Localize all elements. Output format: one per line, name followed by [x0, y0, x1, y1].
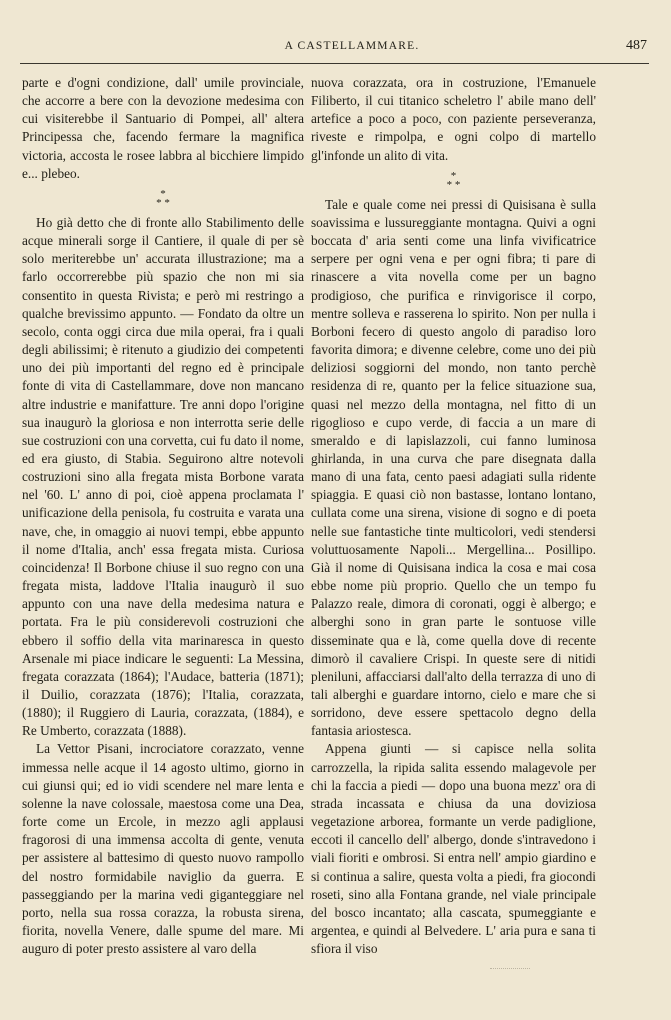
- separator-top-2: *: [450, 169, 457, 182]
- paragraph-vettor-pisani: La Vettor Pisani, incrociatore corazzato, venne immessa nelle acque il 14 agosto ultimo, giorno in cui giunsi qui; ed io vidi scendere nel mare lenta e solenne la nave colossale, maestosa come una Dea, forte come un Ercole, in mezzo agli applausi fragorosi di una immensa accolta di gente, venuta per assistere al battesimo di questo nuovo rampollo del nostro formidabile naviglio da guerra. E passeggiando per la marina vedi giganteggiare nel porto, nella sua rossa corazza, la robusta sirena, fiorita, novella Venere, dalle spume del mare. Mi auguro di poter presto assistere al varo della: [22, 741, 304, 957]
- paragraph-cantiere: Ho già detto che di fronte allo Stabilimento delle acque minerali sorge il Cantiere, il quale di per sè solo meriterebbe un' accurata illustrazione; ma a farlo occorrerebbe più spazio che non mi sia consentito in questa Rivista; e però mi restringo a qualche brevissimo appunto. — Fondato da oltre un secolo, conta oggi circa due mila operai, fra i quali degli abilissimi; è ritenuto a giudizio dei competenti uno dei più importanti del regno ed è principale fonte di vita di Castellammare, dove non mancano altre industrie e manifatture. Tre anni dopo l'origine sua inaugurò la gloriosa e non interrotta serie delle sue costruzioni con una corvetta, cui fu dato il nome, ed era giusto, di Stabia. Seguirono altre notevoli costruzioni sino alla fregata mista Borbone varata nel '60. L' anno di poi, cioè appena proclamata l' unificazione della penisola, fu costruita e varata una nave, che, in omaggio ai nuovi tempi, ebbe appunto il nome d'Italia, anch' essa fregata mista. Curiosa coincidenza! Il Borbone chiuse il suo regno con una fregata mista, laddove l'Italia inaugurò il suo appunto con una nave della medesima natura e portata. Fra le più considerevoli costruzioni che ebbero il soffio della vita marinaresca in questo Arsenale mi piace indicare le seguenti: La Messina, fregata corazzata (1864); l'Audace, batteria (1871); il Duilio, corazzata (1876); l'Italia, corazzata, (1880); il Ruggiero di Lauria, corazzata, (1884), e Re Umberto, corazzata (1888).: [22, 214, 304, 739]
- page-smudge: [490, 968, 530, 969]
- separator-top: *: [160, 187, 166, 200]
- running-title: A CASTELLAMMARE.: [284, 40, 420, 52]
- section-separator: [22, 187, 304, 209]
- paragraph-emanuele-filiberto: nuova corazzata, ora in costruzione, l'Emanuele Filiberto, il cui titanico scheletro l' abile mano dell' artefice a poco a poco, con paziente perseveranza, riveste e rimpolpa, e ogni colpo di martello gl'infonde un alito di vita.: [311, 75, 596, 163]
- right-column: [311, 74, 596, 958]
- paragraph-continuation: parte e d'ogni condizione, dall' umile provinciale, che accorre a bere con la devozione medesima con cui visiterebbe il Santuario di Pompei, all' altera Principessa che, facendo fermare la magnifica victoria, accosta le rosee labbra al bicchiere limpido e... plebeo.: [22, 75, 304, 181]
- running-header: [22, 38, 647, 60]
- left-column: [22, 74, 304, 958]
- paragraph-arrival: Appena giunti — si capisce nella solita carrozzella, la ripida salita essendo malagevole per chi la faccia a piedi — dopo una buona mezz' ora di strada incassata e chiusa da una doviziosa vegetazione arborea, formante un verde padiglione, eccoti il cancello dell' albergo, donde s'intravedono i viali fioriti e ombrosi. Si entra nell' ampio giardino e si continua a salire, questa volta a piedi, fra giocondi roseti, sino alla Fontana grande, nel viale principale del bosco incantato; alla cascata, spumeggiante e argentea, e quindi al Belvedere. L' aria pura e sana ti sfiora il viso: [311, 741, 596, 957]
- section-separator-2: [311, 169, 596, 191]
- separator-bottom: * *: [156, 196, 170, 209]
- header-rule: [20, 63, 649, 64]
- paragraph-quisisana: Tale e quale come nei pressi di Quisisana è sulla soavissima e lussureggiante montagna. Quivi a ogni boccata d' aria senti come una linfa vivificatrice serpere per ogni vena e per ogni fibra; ti pare di rinascere a vita novella come per un bagno prodigioso, che purifica e rinvigorisce il corpo, mentre solleva e rasserena lo spirito. Non per nulla i Borboni fecero di questo angolo di paradiso loro favorita dimora; e divenne celebre, come uno dei più deliziosi soggiorni del mondo, non tanto perchè residenza di re, quanto per la felice situazione sua, quasi nel mezzo della montagna, nel fitto di un rigoglioso e cupo verde, di faccia a un mare di smeraldo e di lapislazzoli, cui fanno luminosa ghirlanda, in una curva che pare disegnata dalla mano di una fata, cento paesi adagiati sulla ridente spiaggia. E quasi ciò non bastasse, lontano lontano, cullata come una sirena, visione di sogno e di poeta nelle sue fantastiche tinte multicolori, vedi stendersi voluttuosamente Napoli... Mergellina... Posillipo. Già il nome di Quisisana indica la cosa e mai cosa ebbe nome più proprio. Quello che un tempo fu Palazzo reale, dimora di coronati, oggi è albergo; e alberghi sono in gran parte le sontuose ville disseminate qua e là, come quella dove di recente dimorò il cavaliere Crispi. In queste sere di nitidi pleniluni, affacciarsi dall'alto della terrazza di uno di tali alberghi e guardare intorno, cielo e mare che si sorridono, deve essere spettacolo degno della fantasia ariostesca.: [311, 196, 596, 739]
- separator-bottom-2: * *: [446, 178, 461, 191]
- page-number: 487: [626, 38, 647, 53]
